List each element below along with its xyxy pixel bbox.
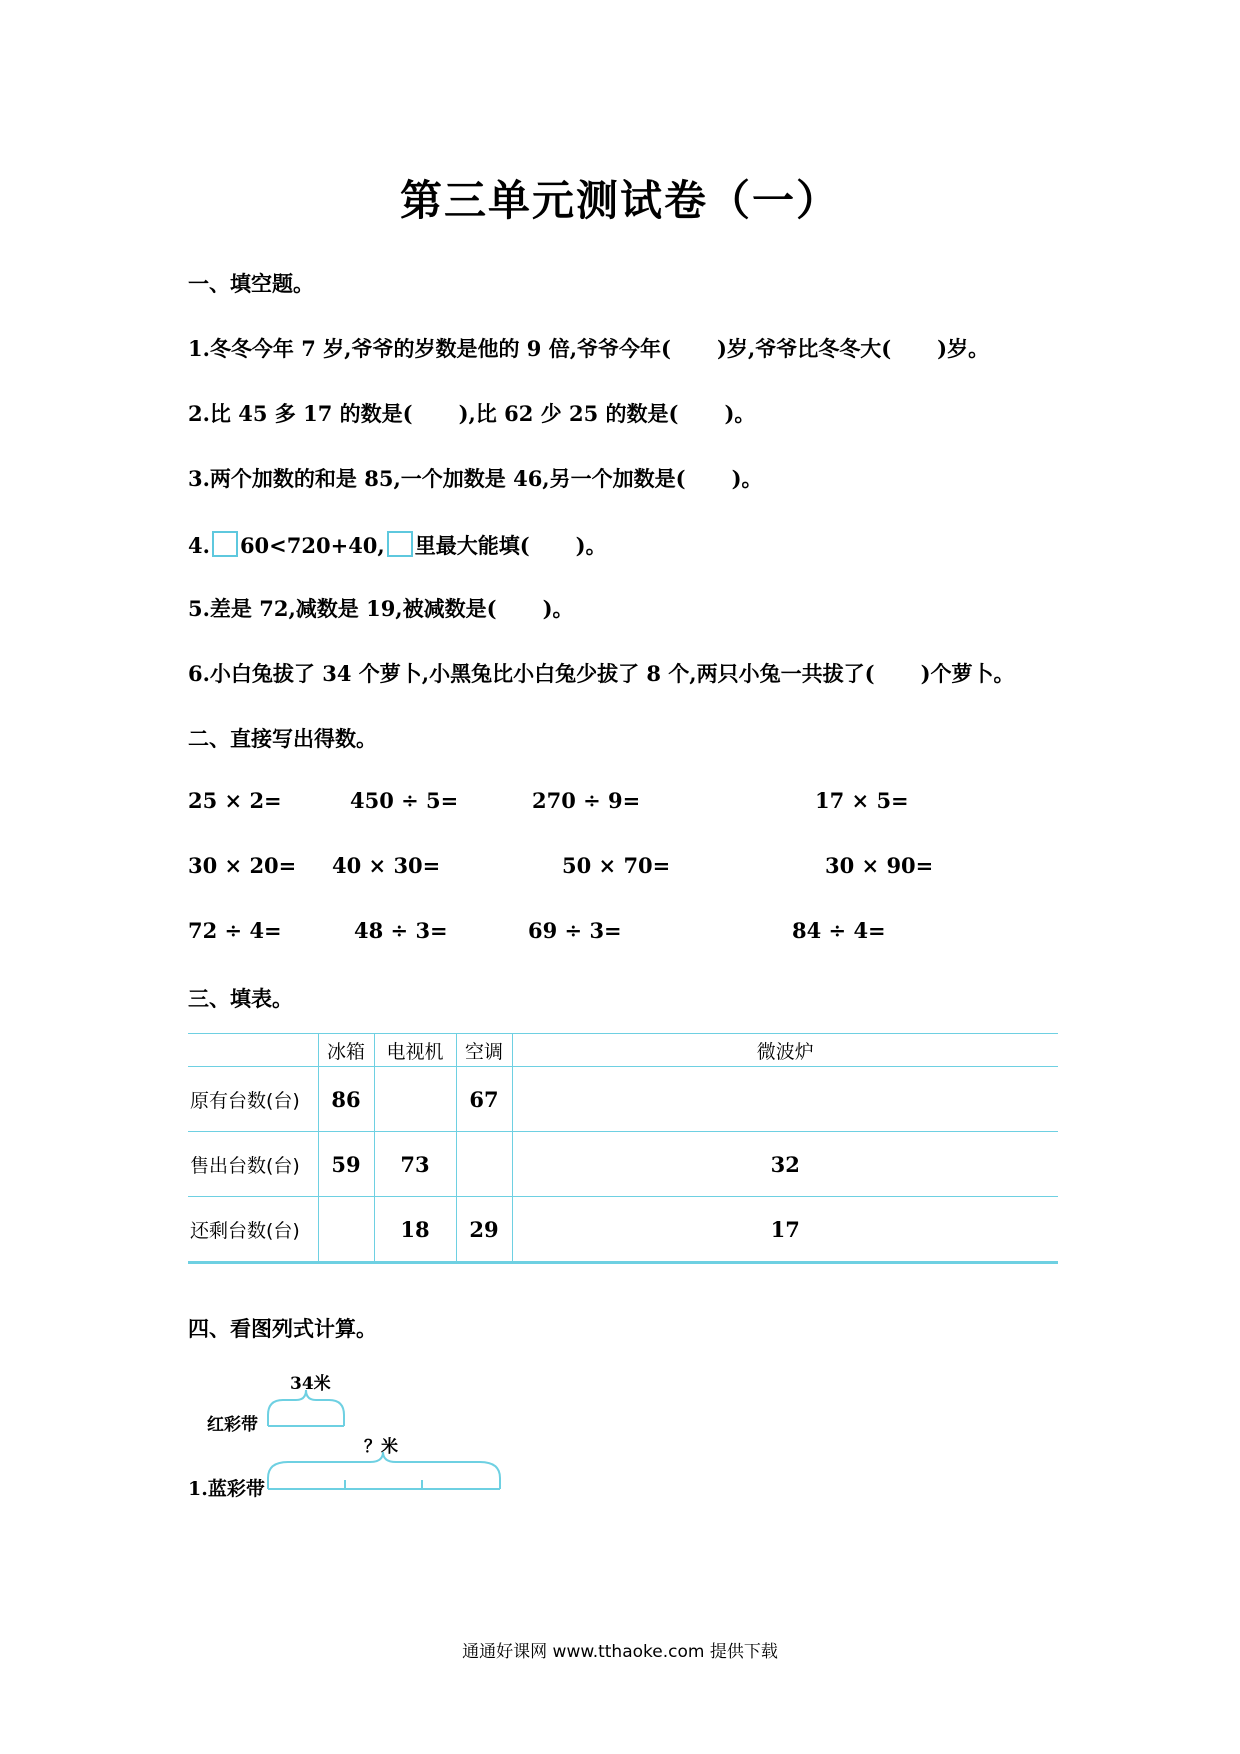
q2-text-a: 2.比 45 多 17 的数是( xyxy=(188,401,413,426)
q5-text-a: 5.差是 72,减数是 19,被减数是( xyxy=(188,596,497,621)
q3-text-a: 3.两个加数的和是 85,一个加数是 46,另一个加数是( xyxy=(188,466,686,491)
q2-text-c: )。 xyxy=(724,401,756,426)
q5-text-b: )。 xyxy=(542,596,574,621)
table-row-label: 还剩台数(台) xyxy=(188,1197,318,1263)
q6-text-a: 6.小白兔拔了 34 个萝卜,小黑兔比小白兔少拔了 8 个,两只小兔一共拔了( xyxy=(188,661,875,686)
table-row-label: 售出台数(台) xyxy=(188,1132,318,1197)
calc-item: 50 × 70= xyxy=(562,853,671,878)
q4-text-b: 60<720+40, xyxy=(239,533,385,558)
q3-text-b: )。 xyxy=(731,466,763,491)
table-cell: 29 xyxy=(456,1197,512,1263)
red-ribbon-label: 红彩带 xyxy=(207,1415,258,1435)
table-cell: 67 xyxy=(456,1067,512,1132)
section-fill-in-heading: 一、填空题。 xyxy=(188,271,314,296)
calc-item: 30 × 90= xyxy=(825,853,934,878)
q4-text-d: )。 xyxy=(575,533,607,558)
table-cell: 86 xyxy=(318,1067,374,1132)
q4-text-c: 里最大能填( xyxy=(414,533,530,558)
calc-item: 17 × 5= xyxy=(815,788,909,813)
table-header-cell: 电视机 xyxy=(374,1034,456,1067)
calc-item: 69 ÷ 3= xyxy=(528,918,622,943)
page-title: 第三单元测试卷（一） xyxy=(399,176,840,225)
calc-item: 84 ÷ 4= xyxy=(792,918,886,943)
table-cell: 73 xyxy=(374,1132,456,1197)
calc-item: 30 × 20= xyxy=(188,853,297,878)
q1-text-a: 1.冬冬今年 7 岁,爷爷的岁数是他的 9 倍,爷爷今年( xyxy=(188,336,671,361)
table-header-cell: 空调 xyxy=(456,1034,512,1067)
calc-item: 72 ÷ 4= xyxy=(188,918,282,943)
footer-credit: 通通好课网 www.tthaoke.com 提供下载 xyxy=(462,1642,778,1662)
red-ribbon-brace xyxy=(268,1390,344,1415)
section-calc-heading: 二、直接写出得数。 xyxy=(188,726,377,751)
blue-ribbon-brace xyxy=(268,1452,500,1478)
calc-item: 450 ÷ 5= xyxy=(350,788,459,813)
blue-ribbon-length-label: ？米 xyxy=(364,1437,398,1457)
section-table-heading: 三、填表。 xyxy=(188,986,293,1011)
calc-item: 48 ÷ 3= xyxy=(354,918,448,943)
section-diagram-heading: 四、看图列式计算。 xyxy=(188,1316,377,1341)
q1-text-b: )岁,爷爷比冬冬大( xyxy=(716,336,892,361)
blue-ribbon-label: 1.蓝彩带 xyxy=(188,1478,265,1500)
q2-text-b: ),比 62 少 25 的数是( xyxy=(458,401,679,426)
table-cell: 32 xyxy=(512,1132,1058,1197)
table-cell: 17 xyxy=(512,1197,1058,1263)
table-cell: 18 xyxy=(374,1197,456,1263)
table-header-cell: 冰箱 xyxy=(318,1034,374,1067)
q4-text-a: 4. xyxy=(188,533,210,558)
calc-item: 40 × 30= xyxy=(332,853,441,878)
table-cell: 59 xyxy=(318,1132,374,1197)
calc-item: 270 ÷ 9= xyxy=(532,788,641,813)
table-row-label: 原有台数(台) xyxy=(188,1067,318,1132)
calc-item: 25 × 2= xyxy=(188,788,282,813)
table-header-cell: 微波炉 xyxy=(512,1034,1058,1067)
q6-text-b: )个萝卜。 xyxy=(920,661,1015,686)
q1-text-c: )岁。 xyxy=(937,336,990,361)
red-ribbon-length-label: 34米 xyxy=(290,1374,331,1394)
